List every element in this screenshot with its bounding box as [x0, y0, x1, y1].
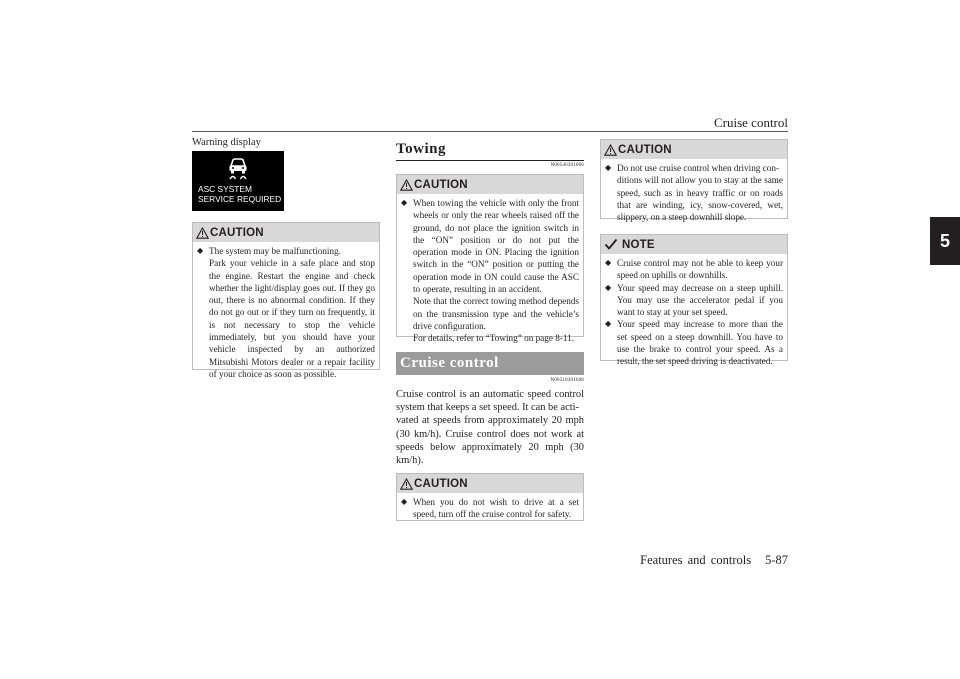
caution-text: When you do not wish to drive at a set speed, turn off the cruise control for safety. [413, 497, 579, 520]
note-item [605, 318, 783, 367]
bullet-icon: ◆ [605, 282, 612, 292]
warning-triangle-icon [400, 478, 413, 490]
note-text: Cruise control may not be able to keep your speed on uphills or downhills. [617, 258, 783, 281]
skidding-car-icon [225, 155, 251, 181]
warning-display-label: Warning display [192, 137, 261, 148]
caution-header [397, 175, 583, 194]
page-number: 5-87 [765, 553, 788, 567]
caution-box-cruise-control [396, 473, 584, 521]
bullet-icon: ◆ [401, 198, 408, 207]
caution-text: The system may be malfunctioning. Park your vehicle in a safe place and stop the engine. Restart the engine and check whether the light/display goes out. If they go out, there is no abnormal condition. If they do not go out or if they turn on frequently, it is not necessary to stop the vehicle immediately, but you should have your vehicle inspected by an authorized Mitsubishi Motors dealer or a repair facility of your choice as soon as possible. [209, 246, 375, 379]
towing-title: Towing [396, 141, 446, 157]
caution-item [401, 496, 579, 521]
bullet-icon: ◆ [605, 163, 612, 172]
chapter-tab: 5 [930, 217, 960, 265]
warning-triangle-icon [196, 227, 209, 239]
cruise-control-title-text: Cruise control [400, 355, 499, 371]
cruise-control-description: Cruise control is an automatic speed control system that keeps a set speed. It can be acti- vated at speeds from approximately 20 mph (30 km/h). Cruise control does not work at speeds below approximately 20 mph (30 km/h). [396, 389, 584, 467]
caution-heading: CAUTION [618, 143, 672, 156]
footer-section: Features and controls [640, 553, 752, 567]
warning-triangle-icon [604, 144, 617, 156]
asc-panel-line2: SERVICE REQUIRED [198, 194, 282, 204]
cruise-control-ref-code: N00518301668 [550, 378, 584, 383]
bullet-icon: ◆ [605, 258, 612, 267]
caution-item [197, 245, 375, 380]
caution-heading: CAUTION [414, 477, 468, 490]
caution-heading: CAUTION [414, 178, 468, 191]
bullet-icon: ◆ [605, 319, 612, 329]
note-heading: NOTE [622, 238, 655, 251]
caution-box-warning-display [192, 222, 380, 379]
asc-warning-panel [192, 151, 284, 211]
note-header [601, 235, 787, 254]
cruise-control-title [396, 352, 584, 375]
note-box [600, 234, 788, 367]
caution-heading: CAUTION [210, 226, 264, 239]
note-text: Your speed may increase to more than the set speed on a steep downhill. You have to use the brake to control your speed. As a result, the set speed driving is deactivated. [617, 319, 783, 367]
caution-header [193, 223, 379, 242]
caution-text: Do not use cruise control when driving con- ditions will not allow you to stay at the same speed, such as in heavy traffic or on roads that are winding, icy, snow-covered, wet, slippery, on a steep downhill slope. [617, 163, 783, 223]
caution-header [601, 140, 787, 159]
note-text: Your speed may decrease on a steep uphill. You may use the accelerator pedal if you want to stay at your set speed. [617, 282, 783, 318]
bullet-icon: ◆ [197, 246, 204, 255]
caution-box-right [600, 139, 788, 223]
check-pen-icon [604, 238, 618, 251]
caution-box-towing [396, 174, 584, 344]
caution-header [397, 474, 583, 493]
caution-item [605, 162, 783, 223]
asc-panel-line1: ASC SYSTEM [198, 184, 252, 194]
header-rule [192, 131, 788, 132]
towing-title-rule [396, 160, 584, 161]
page-header-title: Cruise control [713, 115, 788, 130]
note-item [605, 257, 783, 282]
warning-triangle-icon [400, 179, 413, 191]
bullet-icon: ◆ [401, 497, 408, 506]
caution-text: When towing the vehicle with only the front wheels or only the rear wheels raised off the ground, do not place the ignition switch in the “ON” position or do not put the operation mode in ON. Placing the ignition switch in the “ON” position or putting the operation mode in ON could cause the ASC to operate, resulting in an accident. Note that the correct towing method depends on the transmission type and the vehicle’s drive configuration. For details, refer to “Towing” on page 8-11. [413, 198, 579, 344]
page-footer [640, 553, 788, 568]
towing-ref-code: N00546301066 [550, 163, 584, 168]
note-item [605, 282, 783, 319]
caution-item [401, 197, 579, 345]
